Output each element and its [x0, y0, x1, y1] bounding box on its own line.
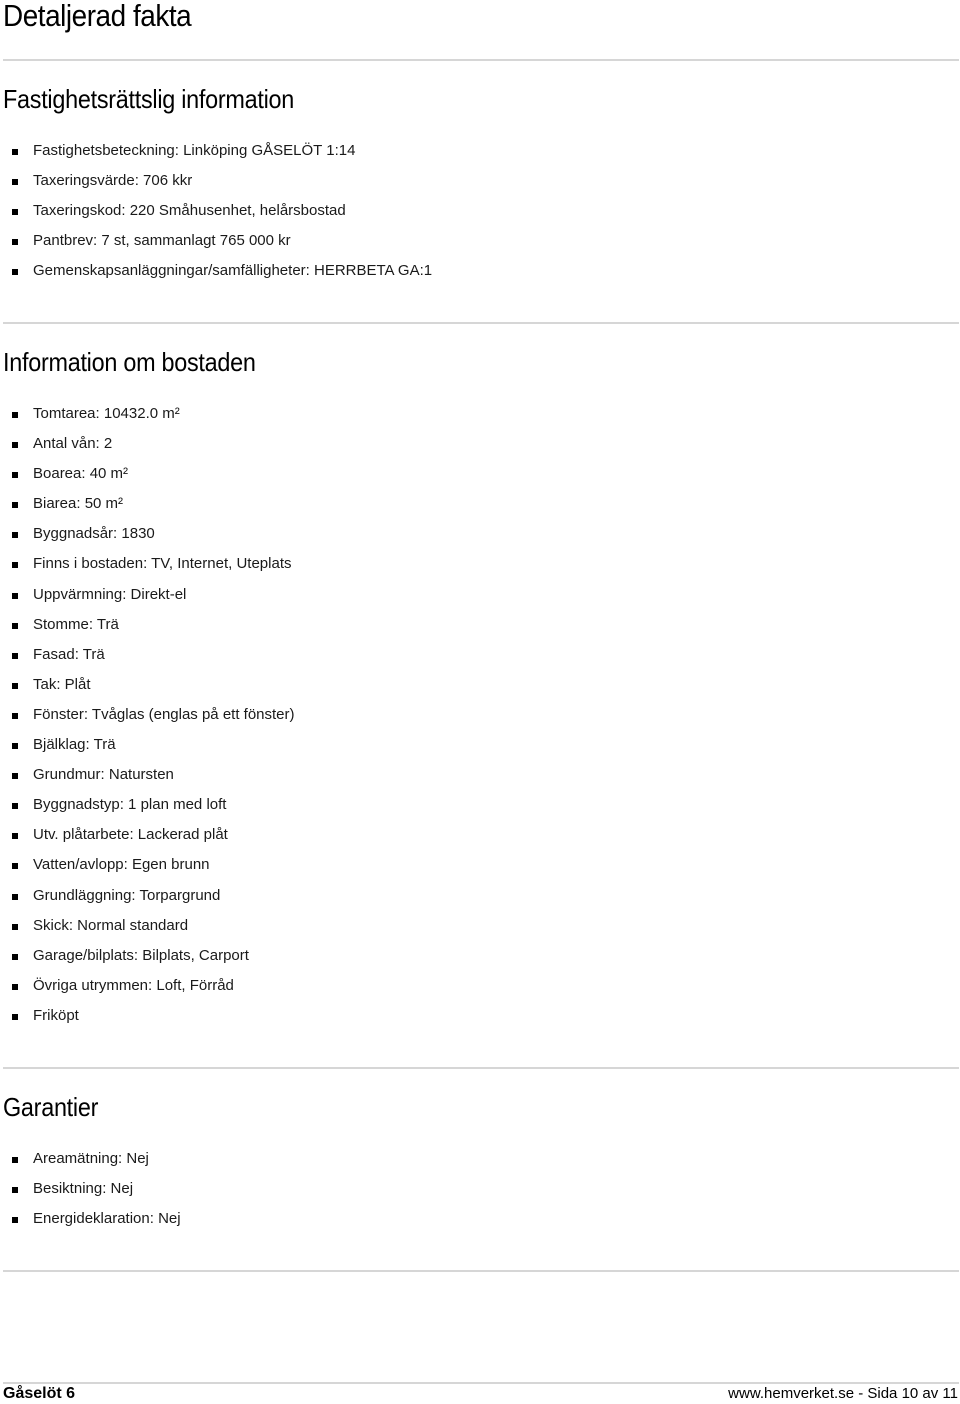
list-item: [0, 700, 295, 730]
list-item-text: Tomtarea: 10432.0 m²: [33, 405, 180, 422]
list-item: [0, 1204, 181, 1234]
fact-list-garantier: [0, 1144, 181, 1234]
bullet-icon: [12, 653, 18, 659]
bullet-icon: [12, 713, 18, 719]
list-item: [0, 549, 295, 579]
section-divider: [3, 59, 959, 61]
bullet-icon: [12, 593, 18, 599]
list-item: [0, 519, 295, 549]
bullet-icon: [12, 833, 18, 839]
list-item: [0, 429, 295, 459]
list-item: [0, 489, 295, 519]
list-item: [0, 670, 295, 700]
list-item: [0, 196, 432, 226]
list-item: [0, 256, 432, 286]
list-item-text: Bjälklag: Trä: [33, 736, 116, 754]
list-item: [0, 850, 295, 880]
page-title: Detaljerad fakta: [3, 0, 192, 33]
list-item-text: Grundläggning: Torpargrund: [33, 886, 221, 904]
list-item-text: Friköpt: [33, 1006, 79, 1024]
bullet-icon: [12, 743, 18, 749]
bullet-icon: [12, 1014, 18, 1020]
bullet-icon: [12, 1217, 18, 1223]
list-item-text: Utv. plåtarbete: Lackerad plåt: [33, 826, 228, 844]
list-item: [0, 760, 295, 790]
list-item-text: Antal vån: 2: [33, 435, 113, 453]
bullet-icon: [12, 442, 18, 448]
section-title-garantier: Garantier: [3, 1092, 99, 1122]
list-item-text: Areamätning: Nej: [33, 1150, 149, 1167]
bullet-icon: [12, 863, 18, 869]
bullet-icon: [12, 894, 18, 900]
list-item-text: Taxeringskod: 220 Småhusenhet, helårsbostad: [33, 202, 346, 220]
list-item-text: Boarea: 40 m²: [33, 465, 129, 483]
bullet-icon: [12, 412, 18, 418]
bullet-icon: [12, 472, 18, 478]
list-item-text: Övriga utrymmen: Loft, Förråd: [33, 976, 234, 994]
bullet-icon: [12, 209, 18, 215]
list-item-text: Finns i bostaden: TV, Internet, Uteplats: [33, 555, 292, 573]
bullet-icon: [12, 984, 18, 990]
footer-property-name: Gåselöt 6: [3, 1385, 76, 1402]
list-item: [0, 1001, 295, 1031]
list-item: [0, 911, 295, 941]
list-item-text: Vatten/avlopp: Egen brunn: [33, 856, 210, 874]
list-item-text: Fastighetsbeteckning: Linköping GÅSELÖT 1:14: [33, 142, 356, 159]
footer-divider: [3, 1382, 959, 1384]
bullet-icon: [12, 924, 18, 930]
list-item-text: Byggnadsår: 1830: [33, 525, 155, 543]
list-item: [0, 1144, 181, 1174]
list-item: [0, 790, 295, 820]
footer-page-info: www.hemverket.se - Sida 10 av 11: [728, 1385, 958, 1402]
list-item: [0, 166, 432, 196]
list-item-text: Stomme: Trä: [33, 615, 119, 633]
bullet-icon: [12, 1157, 18, 1163]
list-item-text: Grundmur: Natursten: [33, 766, 174, 784]
list-item: [0, 820, 295, 850]
bullet-icon: [12, 269, 18, 275]
list-item-text: Besiktning: Nej: [33, 1180, 134, 1198]
list-item-text: Taxeringsvärde: 706 kkr: [33, 172, 193, 190]
bullet-icon: [12, 239, 18, 245]
section-divider: [3, 1067, 959, 1069]
list-item: [0, 881, 295, 911]
list-item: [0, 226, 432, 256]
list-item: [0, 580, 295, 610]
section-title-fastighet: Fastighetsrättslig information: [3, 84, 295, 114]
bullet-icon: [12, 532, 18, 538]
bullet-icon: [12, 149, 18, 155]
bullet-icon: [12, 1187, 18, 1193]
list-item-text: Energideklaration: Nej: [33, 1210, 181, 1228]
list-item-text: Fönster: Tvåglas (englas på ett fönster): [33, 705, 295, 723]
bullet-icon: [12, 773, 18, 779]
list-item-text: Biarea: 50 m²: [33, 495, 124, 513]
bullet-icon: [12, 954, 18, 960]
list-item-text: Gemenskapsanläggningar/samfälligheter: HERRBETA GA:1: [33, 262, 433, 280]
bullet-icon: [12, 623, 18, 629]
list-item: [0, 1174, 181, 1204]
fact-list-bostaden: [0, 399, 295, 1031]
list-item-text: Fasad: Trä: [33, 645, 105, 663]
bullet-icon: [12, 179, 18, 185]
fact-list-fastighet: [0, 136, 432, 286]
list-item: [0, 640, 295, 670]
bullet-icon: [12, 683, 18, 689]
list-item-text: Uppvärmning: Direkt-el: [33, 585, 187, 603]
bullet-icon: [12, 502, 18, 508]
section-divider: [3, 1270, 959, 1272]
list-item-text: Garage/bilplats: Bilplats, Carport: [33, 946, 249, 964]
list-item: [0, 941, 295, 971]
list-item-text: Tak: Plåt: [33, 675, 91, 693]
bullet-icon: [12, 562, 18, 568]
section-divider: [3, 322, 959, 324]
list-item: [0, 399, 295, 429]
list-item-text: Pantbrev: 7 st, sammanlagt 765 000 kr: [33, 232, 291, 250]
list-item: [0, 610, 295, 640]
list-item: [0, 136, 432, 166]
list-item: [0, 459, 295, 489]
list-item: [0, 971, 295, 1001]
bullet-icon: [12, 803, 18, 809]
list-item-text: Skick: Normal standard: [33, 916, 189, 934]
list-item-text: Byggnadstyp: 1 plan med loft: [33, 796, 227, 814]
section-title-bostaden: Information om bostaden: [3, 347, 256, 377]
list-item: [0, 730, 295, 760]
